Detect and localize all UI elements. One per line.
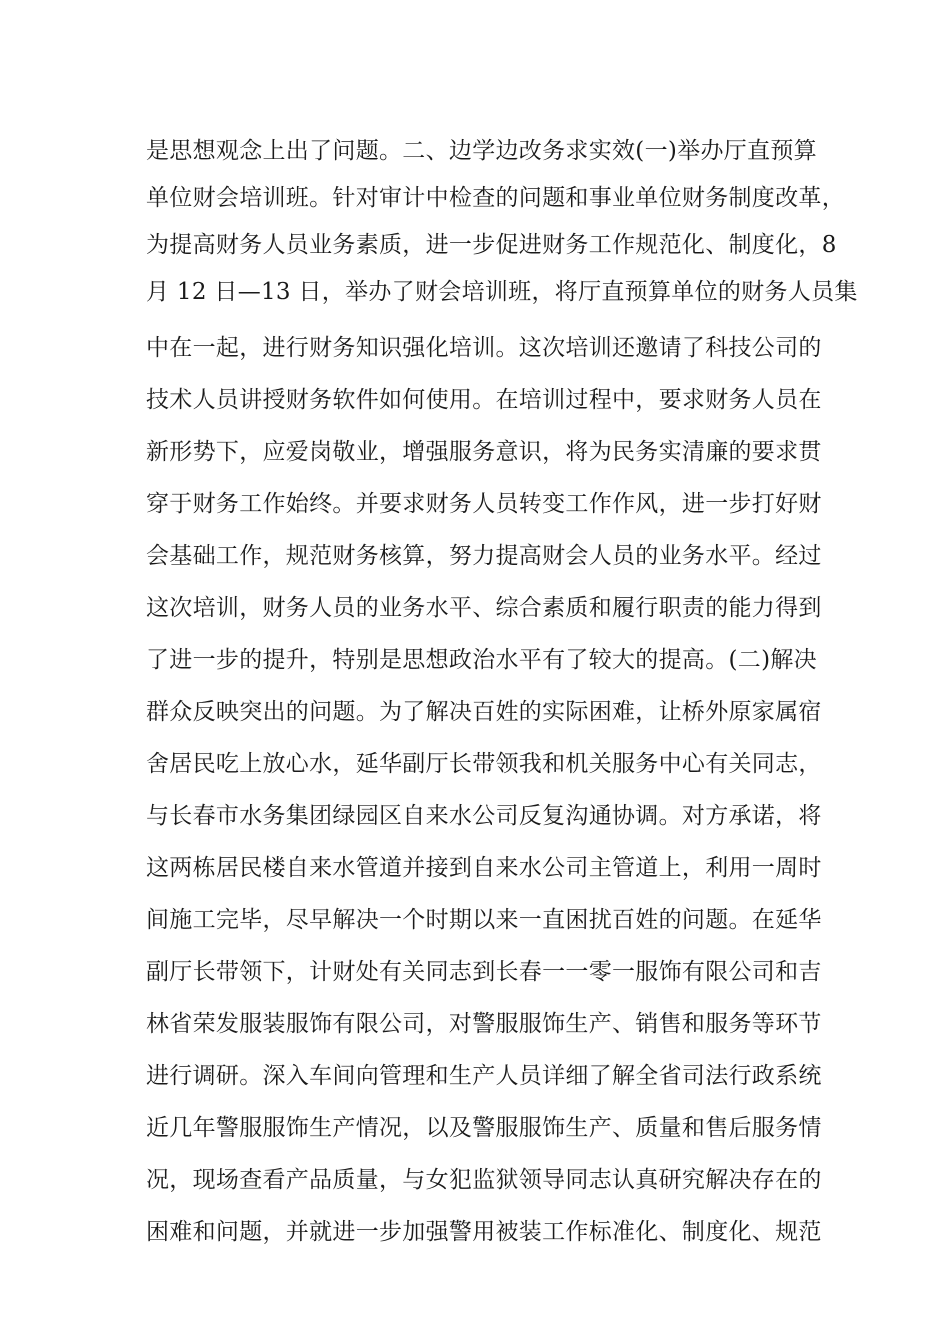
text-line-3: 为提高财务人员业务素质，进一步促进财务工作规范化、制度化，8 bbox=[146, 232, 837, 258]
text-line-2: 单位财会培训班。针对审计中检查的问题和事业单位财务制度改革， bbox=[146, 185, 845, 211]
text-line-22: 困难和问题，并就进一步加强警用被装工作标准化、制度化、规范 bbox=[146, 1219, 822, 1245]
text-line-7: 新形势下，应爱岗敬业，增强服务意识，将为民务实清廉的要求贯 bbox=[146, 439, 822, 465]
text-line-12: 群众反映突出的问题。为了解决百姓的实际困难，让桥外原家属宿 bbox=[146, 699, 822, 725]
text-line-6: 技术人员讲授财务软件如何使用。在培训过程中，要求财务人员在 bbox=[146, 387, 822, 413]
text-line-4: 月 12 日—13 日，举办了财会培训班，将厅直预算单位的财务人员集 bbox=[146, 279, 858, 305]
text-line-14: 与长春市水务集团绿园区自来水公司反复沟通协调。对方承诺，将 bbox=[146, 803, 822, 829]
text-line-20: 近几年警服服饰生产情况，以及警服服饰生产、质量和售后服务情 bbox=[146, 1115, 822, 1141]
text-line-10: 这次培训，财务人员的业务水平、综合素质和履行职责的能力得到 bbox=[146, 595, 822, 621]
text-line-19: 进行调研。深入车间向管理和生产人员详细了解全省司法行政系统 bbox=[146, 1063, 822, 1089]
text-line-17: 副厅长带领下，计财处有关同志到长春一一零一服饰有限公司和吉 bbox=[146, 959, 822, 985]
text-line-9: 会基础工作，规范财务核算，努力提高财会人员的业务水平。经过 bbox=[146, 543, 822, 569]
text-line-8: 穿于财务工作始终。并要求财务人员转变工作作风，进一步打好财 bbox=[146, 491, 822, 517]
text-line-11: 了进一步的提升，特别是思想政治水平有了较大的提高。(二)解决 bbox=[146, 647, 817, 673]
text-line-5: 中在一起，进行财务知识强化培训。这次培训还邀请了科技公司的 bbox=[146, 335, 822, 361]
text-line-21: 况，现场查看产品质量，与女犯监狱领导同志认真研究解决存在的 bbox=[146, 1167, 822, 1193]
text-line-16: 间施工完毕，尽早解决一个时期以来一直困扰百姓的问题。在延华 bbox=[146, 907, 822, 933]
text-line-15: 这两栋居民楼自来水管道并接到自来水公司主管道上，利用一周时 bbox=[146, 855, 822, 881]
text-line-13: 舍居民吃上放心水，延华副厅长带领我和机关服务中心有关同志， bbox=[146, 751, 822, 777]
text-line-18: 林省荣发服装服饰有限公司，对警服服饰生产、销售和服务等环节 bbox=[146, 1011, 822, 1037]
text-line-1: 是思想观念上出了问题。二、边学边改务求实效(一)举办厅直预算 bbox=[146, 138, 817, 164]
